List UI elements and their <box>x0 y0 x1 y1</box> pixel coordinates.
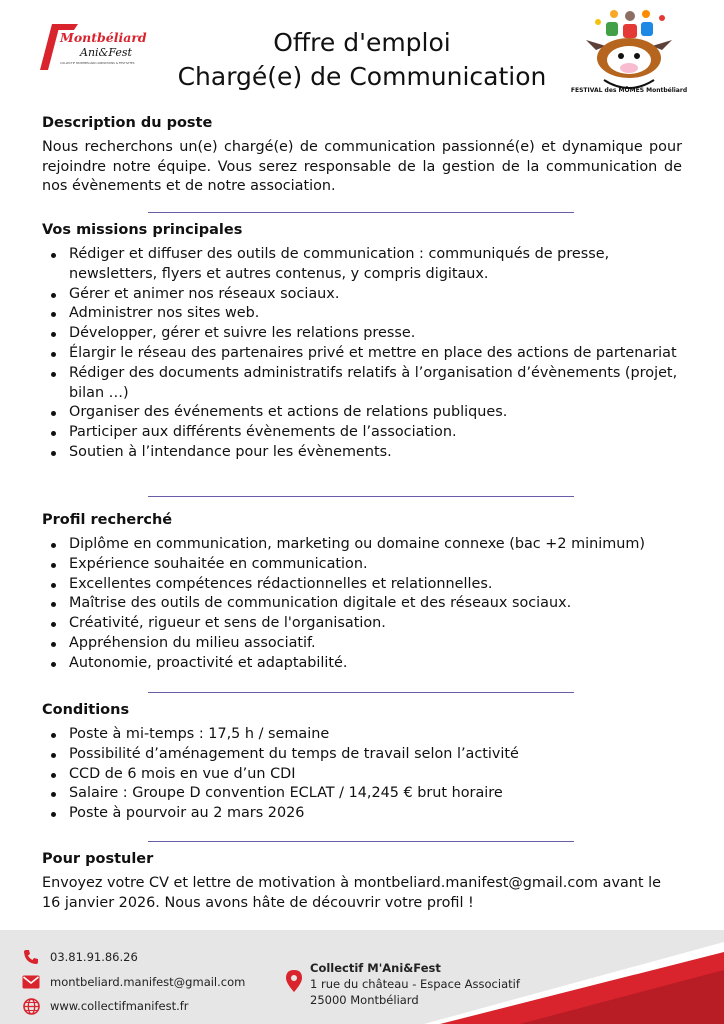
list-item: Possibilité d’aménagement du temps de travail selon l’activité <box>69 745 682 765</box>
festival-logo-text: FESTIVAL des MÔMES Montbéliard <box>570 87 688 94</box>
footer <box>0 930 724 1024</box>
list-item: CCD de 6 mois en vue d’un CDI <box>69 765 682 785</box>
list-item: Poste à pourvoir au 2 mars 2026 <box>69 804 682 824</box>
phone-number: 03.81.91.86.26 <box>50 950 138 964</box>
mail-icon <box>22 973 40 991</box>
list-item: Excellentes compétences rédactionnelles et relationnelles. <box>69 575 682 595</box>
list-item: Poste à mi-temps : 17,5 h / semaine <box>69 725 682 745</box>
section-divider <box>148 841 574 842</box>
list-item: Diplôme en communication, marketing ou domaine connexe (bac +2 minimum) <box>69 535 682 555</box>
section-heading: Description du poste <box>42 115 213 131</box>
website-link: www.collectifmanifest.fr <box>50 999 189 1013</box>
missions-list <box>42 245 682 463</box>
section-divider <box>148 692 574 693</box>
section-apply <box>42 851 682 913</box>
list-item: Rédiger des documents administratifs relatifs à l’organisation d’évènements (projet, bilan …) <box>69 364 682 404</box>
description-paragraph: Nous recherchons un(e) chargé(e) de communication passionné(e) et dynamique pour rejoindre notre équipe. Vous serez responsable de la gestion de la communication de nos évènements et de notre association. <box>42 139 682 194</box>
list-item: Salaire : Groupe D convention ECLAT / 14,245 € brut horaire <box>69 784 682 804</box>
address-block <box>286 960 520 1008</box>
list-item: Élargir le réseau des partenaires privé et mettre en place des actions de partenariat <box>69 344 682 364</box>
email-address: montbeliard.manifest@gmail.com <box>50 975 246 989</box>
contact-website[interactable] <box>22 997 189 1015</box>
section-heading: Conditions <box>42 702 130 718</box>
header <box>0 0 724 100</box>
section-heading: Profil recherché <box>42 512 173 528</box>
list-item: Administrer nos sites web. <box>69 304 682 324</box>
page-title-line2: Chargé(e) de Communication <box>177 62 547 91</box>
section-heading: Vos missions principales <box>42 222 243 238</box>
list-item: Soutien à l’intendance pour les évènements. <box>69 443 682 463</box>
list-item: Créativité, rigueur et sens de l'organisation. <box>69 614 682 634</box>
address-line2: 25000 Montbéliard <box>310 993 419 1007</box>
conditions-list <box>42 725 682 824</box>
globe-icon <box>22 997 40 1015</box>
profile-list <box>42 535 682 674</box>
location-pin-icon <box>286 970 302 992</box>
section-profile <box>42 512 682 674</box>
section-divider <box>148 496 574 497</box>
section-missions <box>42 222 682 463</box>
festival-des-momes-logo <box>570 6 688 100</box>
list-item: Participer aux différents évènements de l’association. <box>69 423 682 443</box>
list-item: Expérience souhaitée en communication. <box>69 555 682 575</box>
section-description <box>42 115 682 197</box>
apply-paragraph: Envoyez votre CV et lettre de motivation à montbeliard.manifest@gmail.com avant le 16 janvier 2026. Nous avons hâte de découvrir votre profil ! <box>42 875 661 911</box>
section-conditions <box>42 702 682 824</box>
logo-line2: Ani&Fest <box>80 46 132 59</box>
list-item: Rédiger et diffuser des outils de communication : communiqués de presse, newsletters, flyers et autres contenus, y compris digitaux. <box>69 245 682 285</box>
list-item: Gérer et animer nos réseaux sociaux. <box>69 285 682 305</box>
address-line1: 1 rue du château - Espace Associatif <box>310 977 520 991</box>
logo-tagline: COLLECTIF MONTBÉLIARD ANIMATIONS & FESTIVITÉS <box>60 61 135 65</box>
address-name: Collectif M'Ani&Fest <box>310 961 441 975</box>
list-item: Appréhension du milieu associatif. <box>69 634 682 654</box>
phone-icon <box>22 948 40 966</box>
list-item: Autonomie, proactivité et adaptabilité. <box>69 654 682 674</box>
logo-line1: Montbéliard <box>60 30 147 45</box>
page-title-line1: Offre d'emploi <box>273 28 451 57</box>
section-divider <box>148 212 574 213</box>
contact-phone[interactable] <box>22 948 138 966</box>
contact-email[interactable] <box>22 973 245 991</box>
list-item: Développer, gérer et suivre les relations presse. <box>69 324 682 344</box>
section-heading: Pour postuler <box>42 851 154 867</box>
list-item: Organiser des événements et actions de relations publiques. <box>69 403 682 423</box>
list-item: Maîtrise des outils de communication digitale et des réseaux sociaux. <box>69 594 682 614</box>
